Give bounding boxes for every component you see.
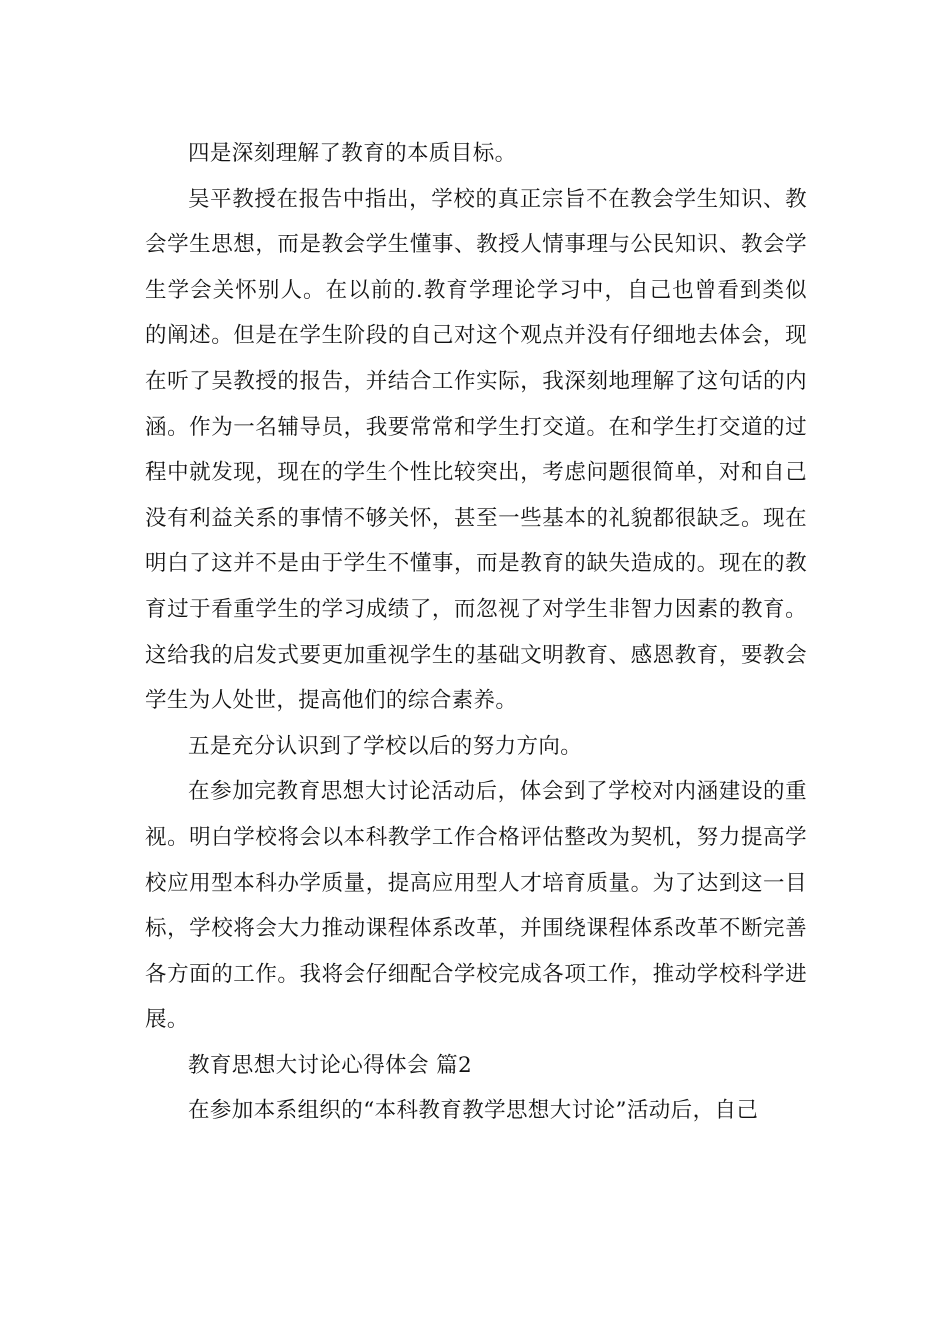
section-title-part-2: 教育思想大讨论心得体会 篇2: [188, 1052, 473, 1078]
heading-point-four: 四是深刻理解了教育的本质目标。: [188, 141, 517, 166]
paragraph-future-direction: 在参加完教育思想大讨论活动后，体会到了学校对内涵建设的重视。明白学校将会以本科教学工作合格评估整改为契机，努力提高学校应用型本科办学质量，提高应用型人才培育质量。为了达到这一目标，学校将会大力推动课程体系改革，并围绕课程体系改革不断完善各方面的工作。我将会仔细配合学校完成各项工作，推动学校科学进展。: [145, 779, 807, 1033]
paragraph-essence-of-education: 吴平教授在报告中指出，学校的真正宗旨不在教会学生知识、教会学生思想，而是教会学生懂事、教授人情事理与公民知识、教会学生学会关怀别人。在以前的.教育学理论学习中，自己也曾看到类似的阐述。但是在学生阶段的自己对这个观点并没有仔细地去体会，现在听了吴教授的报告，并结合工作实际，我深刻地理解了这句话的内涵。作为一名辅导员，我要常常和学生打交道。在和学生打交道的过程中就发现，现在的学生个性比较突出，考虑问题很简单，对和自己没有利益关系的事情不够关怀，甚至一些基本的礼貌都很缺乏。现在明白了这并不是由于学生不懂事，而是教育的缺失造成的。现在的教育过于看重学生的学习成绩了，而忽视了对学生非智力因素的教育。这给我的启发式要更加重视学生的基础文明教育、感恩教育，要教会学生为人处世，提高他们的综合素养。: [145, 186, 807, 714]
heading-point-five: 五是充分认识到了学校以后的努力方向。: [188, 733, 583, 759]
document-body: [145, 131, 807, 1134]
paragraph-part-2-intro: 在参加本系组织的“本科教育教学思想大讨论”活动后，自己: [188, 1098, 759, 1124]
